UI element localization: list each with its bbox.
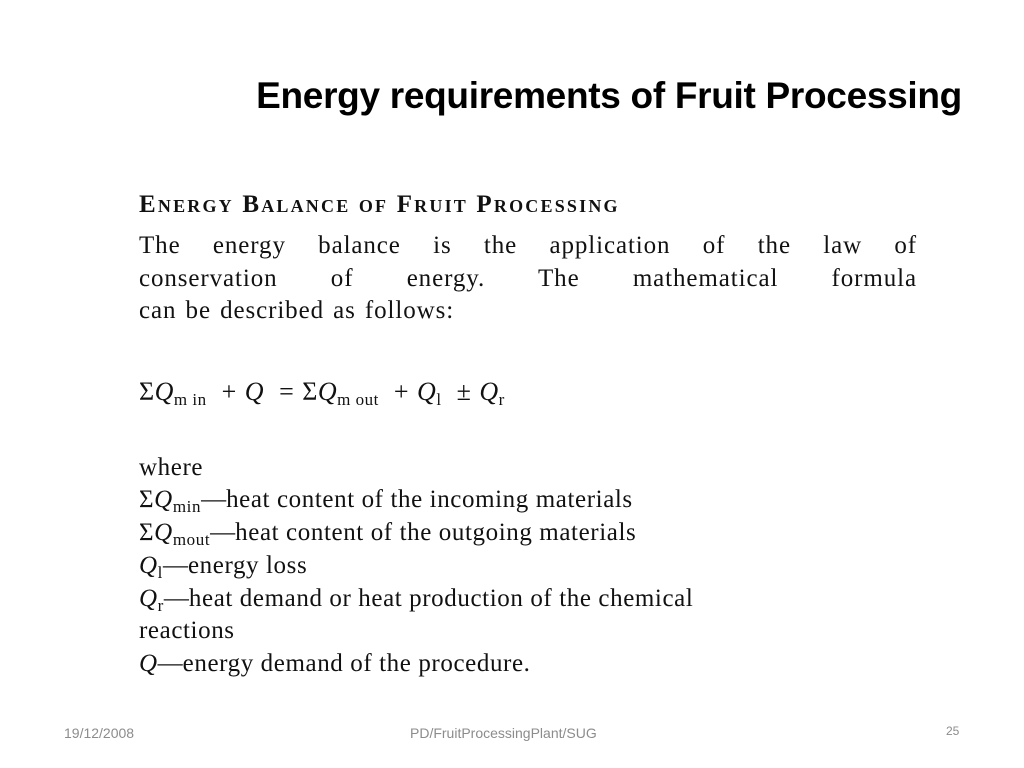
em-dash: — <box>162 551 186 579</box>
intro-paragraph <box>139 230 917 328</box>
plus-operator: + <box>393 376 410 406</box>
definition-subscript: r <box>157 595 164 615</box>
definition-subscript: l <box>157 562 163 582</box>
energy-balance-figure <box>139 188 929 681</box>
sigma-symbol: Σ <box>302 376 318 406</box>
formula-subscript: m in <box>173 389 207 409</box>
slide-number: 25 <box>946 724 960 738</box>
definition-row <box>139 484 929 517</box>
formula-subscript: m out <box>337 389 379 409</box>
formula-q: Q <box>244 376 265 406</box>
formula-q: Q <box>417 376 437 406</box>
paragraph-line: can be described as follows: <box>139 297 455 324</box>
formula-q: Q <box>317 376 338 406</box>
formula-subscript: l <box>436 389 442 409</box>
formula-subscript: r <box>498 389 505 409</box>
definition-text: heat content of the incoming materials <box>226 486 633 514</box>
definition-text: heat demand or heat production of the chemical <box>188 584 694 612</box>
definition-symbol: Q <box>154 519 173 547</box>
plus-operator: + <box>221 376 237 406</box>
formula-q: Q <box>479 376 499 406</box>
em-dash: — <box>157 650 181 678</box>
definition-symbol: Q <box>139 551 158 579</box>
definition-text: energy loss <box>187 551 308 579</box>
paragraph-line: conservation of energy. The mathematical formula <box>139 264 917 292</box>
sigma-symbol: Σ <box>139 486 155 514</box>
equals-operator: = <box>279 376 295 406</box>
em-dash: — <box>163 584 187 612</box>
definitions-block <box>139 452 929 682</box>
formula-q: Q <box>154 376 174 406</box>
definition-row <box>139 517 929 550</box>
definition-symbol: Q <box>154 486 173 514</box>
em-dash: — <box>201 486 225 514</box>
definition-row <box>139 550 929 583</box>
footer-center-text: PD/FruitProcessingPlant/SUG <box>410 725 597 741</box>
definition-subscript: mout <box>172 530 211 550</box>
em-dash: — <box>210 519 234 547</box>
definition-continuation: reactions <box>139 617 235 645</box>
footer-date: 19/12/2008 <box>64 725 135 741</box>
sigma-symbol: Σ <box>139 519 155 547</box>
definition-text: energy demand of the procedure. <box>182 650 531 678</box>
figure-heading: Energy Balance of Fruit Processing <box>139 191 620 218</box>
definition-symbol: Q <box>139 584 158 612</box>
definition-text: heat content of the outgoing materials <box>235 519 637 547</box>
slide-title: Energy requirements of Fruit Processing <box>256 75 962 116</box>
sigma-symbol: Σ <box>139 376 155 406</box>
paragraph-line: The energy balance is the application of the law of <box>139 232 917 259</box>
definition-subscript: min <box>172 497 202 517</box>
energy-balance-formula <box>139 374 929 410</box>
definition-row <box>139 648 929 681</box>
definition-row <box>139 583 929 616</box>
where-label: where <box>139 453 204 481</box>
definition-symbol: Q <box>139 650 158 678</box>
plusminus-operator: ± <box>456 376 472 406</box>
